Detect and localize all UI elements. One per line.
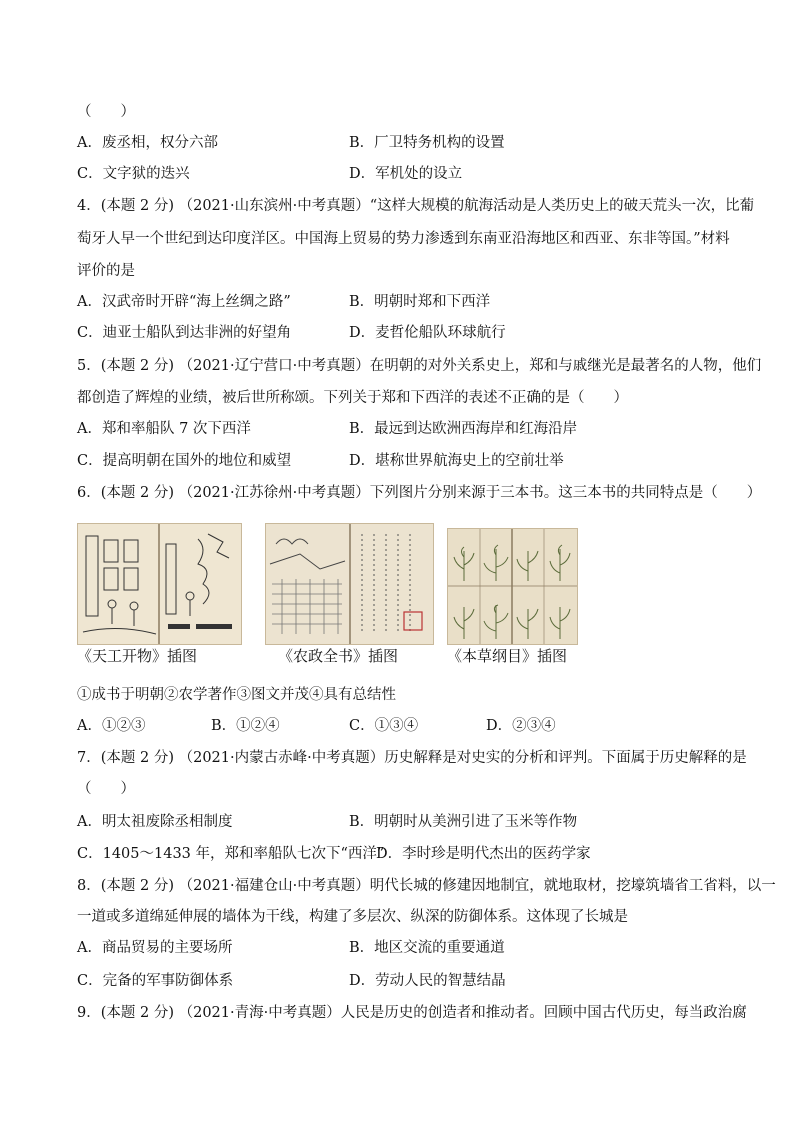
q8-option-a: A．商品贸易的主要场所 xyxy=(77,940,233,956)
q4-stem-line3: 评价的是 xyxy=(77,263,135,279)
q7-option-b: B．明朝时从美洲引进了玉米等作物 xyxy=(349,814,578,830)
caption-nongzheng-quanshu: 《农政全书》插图 xyxy=(278,647,399,665)
q7-option-c: C．1405～1433 年，郑和率船队七次下“西洋” xyxy=(77,846,385,862)
q6-option-a: A．①②③ xyxy=(77,718,146,734)
q4-stem-line1: 4．(本题 2 分) （2021·山东滨州·中考真题）“这样大规模的航海活动是人类历史上的破天荒头一次，比葡 xyxy=(77,198,755,214)
book-page-drawing xyxy=(78,524,241,644)
q3-answer-paren: （ ） xyxy=(77,104,135,120)
q4-option-c: C．迪亚士船队到达非洲的好望角 xyxy=(77,325,292,341)
q6-option-b: B．①②④ xyxy=(211,718,280,734)
q6-stem-line1: 6．(本题 2 分) （2021·江苏徐州·中考真题）下列图片分别来源于三本书。这三本书的共同特点是（ ） xyxy=(77,485,762,501)
nongzheng-quanshu-illustration xyxy=(265,523,434,645)
bencao-gangmu-illustration xyxy=(447,528,578,645)
q7-option-a: A．明太祖废除丞相制度 xyxy=(77,814,233,830)
q6-option-c: C．①③④ xyxy=(349,718,419,734)
book-page-drawing xyxy=(448,529,577,644)
q3-option-d: D．军机处的设立 xyxy=(349,166,463,182)
q9-stem-line1: 9．(本题 2 分) （2021·青海·中考真题）人民是历史的创造者和推动者。回顾中国古代历史，每当政治腐 xyxy=(77,1005,747,1021)
q8-option-d: D．劳动人民的智慧结晶 xyxy=(349,973,506,989)
q5-stem-line2: 都创造了辉煌的业绩，被后世所称颂。下列关于郑和下西洋的表述不正确的是（ ） xyxy=(77,390,628,406)
q4-option-b: B．明朝时郑和下西洋 xyxy=(349,294,491,310)
q5-stem-line1: 5．(本题 2 分) （2021·辽宁营口·中考真题）在明朝的对外关系史上，郑和与戚继光是最著名的人物，他们 xyxy=(77,358,762,374)
q8-option-b: B．地区交流的重要通道 xyxy=(349,940,505,956)
q7-stem-line2: （ ） xyxy=(77,781,135,797)
q5-option-c: C．提高明朝在国外的地位和威望 xyxy=(77,453,292,469)
q3-option-c: C．文字狱的迭兴 xyxy=(77,166,190,182)
q3-option-b: B．厂卫特务机构的设置 xyxy=(349,135,505,151)
q8-stem-line2: 一道或多道绵延伸展的墙体为干线，构建了多层次、纵深的防御体系。这体现了长城是 xyxy=(77,909,628,925)
q3-option-a: A．废丞相，权分六部 xyxy=(77,135,218,151)
q7-stem-line1: 7．(本题 2 分) （2021·内蒙古赤峰·中考真题）历史解释是对史实的分析和评判。下面属于历史解释的是 xyxy=(77,750,747,766)
book-page-drawing xyxy=(266,524,433,644)
q5-option-a: A．郑和率船队 7 次下西洋 xyxy=(77,421,251,437)
q8-stem-line1: 8．(本题 2 分) （2021·福建仓山·中考真题）明代长城的修建因地制宜，就地取材，挖壕筑墙省工省料，以一 xyxy=(77,878,776,894)
q4-stem-line2: 萄牙人早一个世纪到达印度洋区。中国海上贸易的势力渗透到东南亚沿海地区和西亚、东非等国。”材料 xyxy=(77,231,730,247)
tiangong-kaiwu-illustration xyxy=(77,523,242,645)
q7-option-d: D．李时珍是明代杰出的医药学家 xyxy=(376,846,591,862)
q6-statements: ①成书于明朝②农学著作③图文并茂④具有总结性 xyxy=(77,687,396,703)
q4-option-a: A．汉武帝时开辟“海上丝绸之路” xyxy=(77,294,291,310)
q5-option-d: D．堪称世界航海史上的空前壮举 xyxy=(349,453,564,469)
caption-tiangong-kaiwu: 《天工开物》插图 xyxy=(77,647,198,665)
caption-bencao-gangmu: 《本草纲目》插图 xyxy=(447,647,568,665)
q8-option-c: C．完备的军事防御体系 xyxy=(77,973,234,989)
q5-option-b: B．最远到达欧洲西海岸和红海沿岸 xyxy=(349,421,578,437)
q4-option-d: D．麦哲伦船队环球航行 xyxy=(349,325,506,341)
q6-option-d: D．②③④ xyxy=(486,718,556,734)
